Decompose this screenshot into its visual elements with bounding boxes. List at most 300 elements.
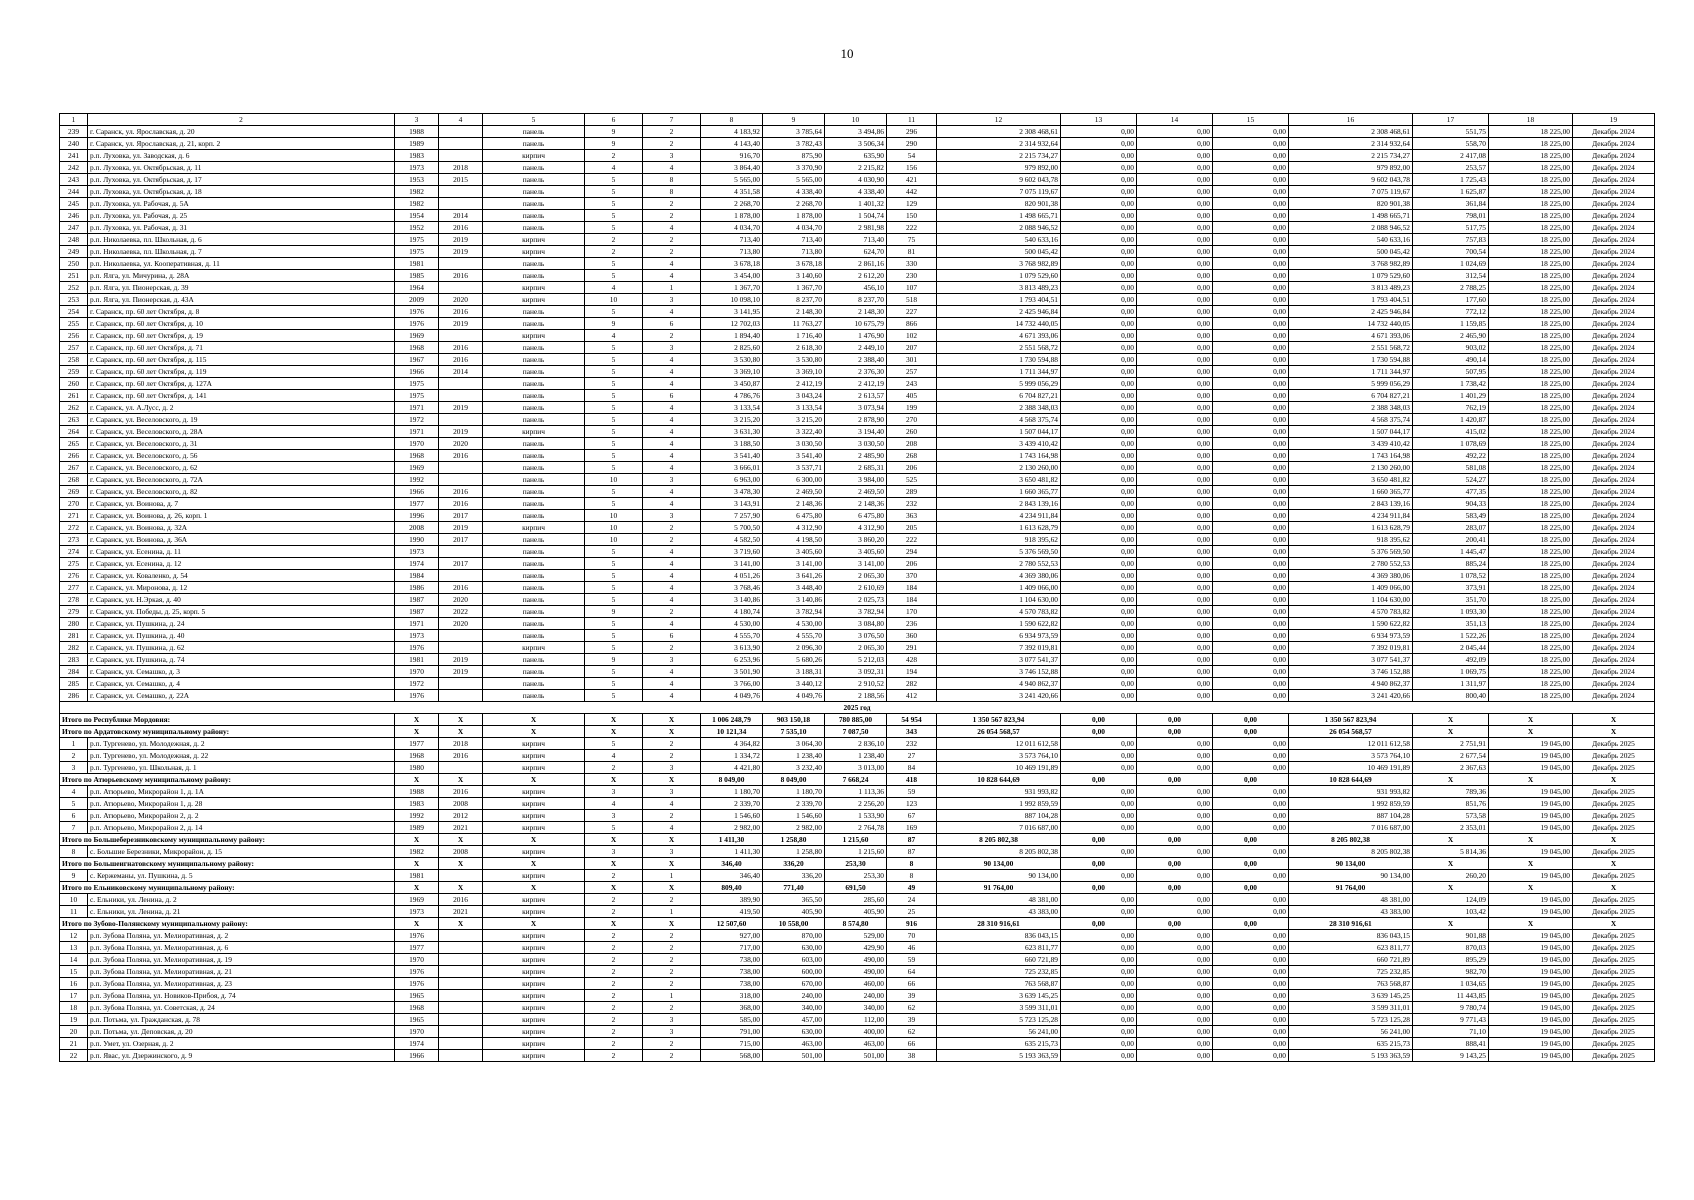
table-cell: 0,00 bbox=[1061, 342, 1137, 354]
table-cell: 2 613,57 bbox=[825, 390, 887, 402]
table-cell: 0,00 bbox=[1213, 990, 1289, 1002]
table-cell: Декабрь 2025 bbox=[1573, 966, 1655, 978]
table-cell: 2019 bbox=[439, 402, 483, 414]
table-cell: 0,00 bbox=[1061, 558, 1137, 570]
table-cell: 3 bbox=[585, 846, 643, 858]
table-row bbox=[60, 582, 1655, 594]
table-cell: 2 314 932,64 bbox=[937, 138, 1061, 150]
table-cell: 0,00 bbox=[1061, 1038, 1137, 1050]
table-cell: 624,70 bbox=[825, 246, 887, 258]
table-row bbox=[60, 570, 1655, 582]
table-cell: 222 bbox=[887, 222, 937, 234]
table-cell: 1970 bbox=[395, 954, 439, 966]
table-cell: 21 bbox=[60, 1038, 88, 1050]
table-cell bbox=[439, 942, 483, 954]
table-cell: Декабрь 2025 bbox=[1573, 1026, 1655, 1038]
table-cell: 5 bbox=[585, 366, 643, 378]
table-cell: 1976 bbox=[395, 966, 439, 978]
address-cell: р.п. Умет, ул. Озерная, д. 2 bbox=[88, 1038, 395, 1050]
table-cell: 1974 bbox=[395, 558, 439, 570]
table-cell: 18 225,00 bbox=[1489, 318, 1573, 330]
table-cell: 5 bbox=[585, 174, 643, 186]
table-cell: 1 590 622,82 bbox=[1289, 618, 1413, 630]
table-cell: 24 bbox=[887, 894, 937, 906]
subtotal-label: Итого по Республике Мордовия: bbox=[60, 714, 395, 726]
table-cell: 2019 bbox=[439, 234, 483, 246]
table-cell: 5 bbox=[585, 666, 643, 678]
table-cell: 0,00 bbox=[1137, 186, 1213, 198]
table-cell: кирпич bbox=[483, 246, 585, 258]
table-cell: 540 633,16 bbox=[1289, 234, 1413, 246]
table-cell: 3 092,31 bbox=[825, 666, 887, 678]
column-header: 18 bbox=[1489, 114, 1573, 126]
table-cell: 276 bbox=[60, 570, 88, 582]
table-cell: 1 334,72 bbox=[701, 750, 763, 762]
table-row bbox=[60, 1050, 1655, 1062]
table-cell: 12 bbox=[60, 930, 88, 942]
table-cell: 274 bbox=[60, 546, 88, 558]
subtotal-cell: 10 121,34 bbox=[701, 726, 763, 738]
table-row bbox=[60, 894, 1655, 906]
table-cell: 0,00 bbox=[1061, 666, 1137, 678]
table-cell: 887 104,28 bbox=[1289, 810, 1413, 822]
table-cell: 1 625,87 bbox=[1413, 186, 1489, 198]
table-cell: 2016 bbox=[439, 450, 483, 462]
table-cell: 3 864,40 bbox=[701, 162, 763, 174]
table-cell: 277 bbox=[60, 582, 88, 594]
table-cell: 87 bbox=[887, 846, 937, 858]
table-cell: 0,00 bbox=[1213, 426, 1289, 438]
table-cell: 0,00 bbox=[1061, 378, 1137, 390]
column-header: 15 bbox=[1213, 114, 1289, 126]
table-cell: 0,00 bbox=[1061, 786, 1137, 798]
table-cell: 2016 bbox=[439, 306, 483, 318]
table-cell: 260 bbox=[887, 426, 937, 438]
table-cell: 2 bbox=[643, 930, 701, 942]
table-cell: 368,00 bbox=[701, 1002, 763, 1014]
table-cell: Декабрь 2024 bbox=[1573, 378, 1655, 390]
table-cell: 1 725,43 bbox=[1413, 174, 1489, 186]
table-cell: 275 bbox=[60, 558, 88, 570]
table-cell: 2 861,16 bbox=[825, 258, 887, 270]
table-cell: 3 188,50 bbox=[701, 438, 763, 450]
table-cell: 1 613 628,79 bbox=[937, 522, 1061, 534]
table-cell: 1 411,30 bbox=[701, 846, 763, 858]
table-cell: 3 133,54 bbox=[701, 402, 763, 414]
table-cell: 2016 bbox=[439, 354, 483, 366]
table-cell: 6 704 827,21 bbox=[937, 390, 1061, 402]
table-cell: 5 bbox=[585, 738, 643, 750]
table-cell: 4 bbox=[585, 282, 643, 294]
table-cell: 282 bbox=[60, 642, 88, 654]
address-cell: р.п. Тургенево, ул. Молодежная, д. 2 bbox=[88, 738, 395, 750]
table-cell: 4 bbox=[643, 270, 701, 282]
table-cell: 1976 bbox=[395, 642, 439, 654]
table-cell: Декабрь 2024 bbox=[1573, 630, 1655, 642]
table-cell: 0,00 bbox=[1213, 762, 1289, 774]
table-cell: 0,00 bbox=[1213, 666, 1289, 678]
table-cell: 2019 bbox=[439, 522, 483, 534]
table-cell: 3 537,71 bbox=[763, 462, 825, 474]
subtotal-cell: X bbox=[483, 858, 585, 870]
address-cell: с. Ельники, ул. Ленина, д. 21 bbox=[88, 906, 395, 918]
table-cell: 1996 bbox=[395, 510, 439, 522]
table-cell bbox=[439, 330, 483, 342]
table-cell: 1 420,87 bbox=[1413, 414, 1489, 426]
table-cell: 3 141,00 bbox=[701, 558, 763, 570]
table-cell: 3 073,94 bbox=[825, 402, 887, 414]
table-cell: 0,00 bbox=[1213, 546, 1289, 558]
table-cell: 1987 bbox=[395, 594, 439, 606]
table-cell: 492,22 bbox=[1413, 450, 1489, 462]
table-cell: 5 bbox=[585, 486, 643, 498]
table-cell: 18 225,00 bbox=[1489, 582, 1573, 594]
table-cell: 3 bbox=[643, 474, 701, 486]
subtotal-cell: X bbox=[1413, 726, 1489, 738]
table-cell: 1989 bbox=[395, 822, 439, 834]
table-cell: 1971 bbox=[395, 402, 439, 414]
subtotal-cell: 1 006 248,79 bbox=[701, 714, 763, 726]
address-cell: р.п. Ялга, ул. Пионерская, д. 39 bbox=[88, 282, 395, 294]
table-row bbox=[60, 666, 1655, 678]
table-cell: Декабрь 2024 bbox=[1573, 222, 1655, 234]
table-cell: 4 786,76 bbox=[701, 390, 763, 402]
table-cell: 43 383,00 bbox=[937, 906, 1061, 918]
table-cell: 3 440,12 bbox=[763, 678, 825, 690]
table-cell: 6 475,80 bbox=[763, 510, 825, 522]
table-cell: 757,83 bbox=[1413, 234, 1489, 246]
table-cell: 8 bbox=[60, 846, 88, 858]
table-cell: 0,00 bbox=[1061, 690, 1137, 702]
table-cell: 4 bbox=[643, 402, 701, 414]
table-cell: 103,42 bbox=[1413, 906, 1489, 918]
table-cell: 3 439 410,42 bbox=[937, 438, 1061, 450]
table-cell: 0,00 bbox=[1213, 630, 1289, 642]
subtotal-cell: 26 054 568,57 bbox=[937, 726, 1061, 738]
table-cell: 2 308 468,61 bbox=[937, 126, 1061, 138]
table-cell: 330 bbox=[887, 258, 937, 270]
table-cell: 1 660 365,77 bbox=[1289, 486, 1413, 498]
address-cell: р.п. Николаевка, ул. Кооперативная, д. 11 bbox=[88, 258, 395, 270]
table-cell: Декабрь 2024 bbox=[1573, 522, 1655, 534]
table-cell: 2 610,69 bbox=[825, 582, 887, 594]
table-cell: 0,00 bbox=[1061, 246, 1137, 258]
address-cell: г. Саранск, пр. 60 лет Октября, д. 8 bbox=[88, 306, 395, 318]
table-cell: Декабрь 2024 bbox=[1573, 294, 1655, 306]
table-cell: 0,00 bbox=[1137, 762, 1213, 774]
table-cell: 5 bbox=[585, 582, 643, 594]
subtotal-cell: 346,40 bbox=[701, 858, 763, 870]
table-cell: 1 894,40 bbox=[701, 330, 763, 342]
subtotal-cell: 0,00 bbox=[1213, 882, 1289, 894]
subtotal-cell: 0,00 bbox=[1137, 714, 1213, 726]
table-cell: 1968 bbox=[395, 450, 439, 462]
table-cell: 0,00 bbox=[1061, 642, 1137, 654]
table-cell: 3 641,26 bbox=[763, 570, 825, 582]
subtotal-cell: X bbox=[439, 834, 483, 846]
table-cell: 3 541,40 bbox=[763, 450, 825, 462]
table-cell: 1 024,69 bbox=[1413, 258, 1489, 270]
table-cell: 0,00 bbox=[1213, 846, 1289, 858]
table-cell: 66 bbox=[887, 978, 937, 990]
table-cell: 4 bbox=[643, 438, 701, 450]
table-cell: 2 388 348,03 bbox=[937, 402, 1061, 414]
table-cell: 713,40 bbox=[825, 234, 887, 246]
table-cell: 241 bbox=[60, 150, 88, 162]
table-cell bbox=[439, 414, 483, 426]
subtotal-label: Итого по Зубово-Полянскому муниципальному району: bbox=[60, 918, 395, 930]
table-cell: 170 bbox=[887, 606, 937, 618]
table-cell: 240,00 bbox=[825, 990, 887, 1002]
table-cell: 4 bbox=[585, 330, 643, 342]
table-cell: 6 bbox=[643, 390, 701, 402]
table-cell: кирпич bbox=[483, 762, 585, 774]
subtotal-cell: X bbox=[585, 918, 643, 930]
table-cell: 0,00 bbox=[1137, 150, 1213, 162]
subtotal-cell: X bbox=[1413, 918, 1489, 930]
table-cell: 851,76 bbox=[1413, 798, 1489, 810]
table-cell: 3 454,00 bbox=[701, 270, 763, 282]
table-row bbox=[60, 330, 1655, 342]
table-cell: 4 582,50 bbox=[701, 534, 763, 546]
subtotal-cell: 1 350 567 823,94 bbox=[1289, 714, 1413, 726]
table-cell: 0,00 bbox=[1213, 522, 1289, 534]
table-cell: 0,00 bbox=[1061, 966, 1137, 978]
subtotal-cell: X bbox=[1489, 882, 1573, 894]
table-cell: 2 215,82 bbox=[825, 162, 887, 174]
table-cell: 0,00 bbox=[1061, 930, 1137, 942]
table-cell: 3 141,00 bbox=[763, 558, 825, 570]
table-cell bbox=[439, 474, 483, 486]
table-cell: 2 148,30 bbox=[763, 306, 825, 318]
table-cell: 0,00 bbox=[1213, 150, 1289, 162]
table-cell: 2 bbox=[585, 234, 643, 246]
table-cell: 2 bbox=[643, 810, 701, 822]
table-cell: 603,00 bbox=[763, 954, 825, 966]
table-cell: 1985 bbox=[395, 270, 439, 282]
table-cell: 1977 bbox=[395, 942, 439, 954]
table-cell: 2016 bbox=[439, 582, 483, 594]
table-cell: 507,95 bbox=[1413, 366, 1489, 378]
table-cell: 4 555,70 bbox=[701, 630, 763, 642]
table-cell: 715,00 bbox=[701, 1038, 763, 1050]
table-cell: 247 bbox=[60, 222, 88, 234]
table-cell: 184 bbox=[887, 582, 937, 594]
table-cell: 18 225,00 bbox=[1489, 642, 1573, 654]
table-cell: 0,00 bbox=[1213, 162, 1289, 174]
table-cell: 0,00 bbox=[1213, 186, 1289, 198]
subtotal-cell: X bbox=[395, 714, 439, 726]
table-row bbox=[60, 954, 1655, 966]
table-cell: 412 bbox=[887, 690, 937, 702]
table-cell: 9 bbox=[585, 138, 643, 150]
table-cell: 7 075 119,67 bbox=[937, 186, 1061, 198]
table-row bbox=[60, 810, 1655, 822]
table-cell: панель bbox=[483, 630, 585, 642]
table-cell: 2 bbox=[585, 150, 643, 162]
table-cell: 0,00 bbox=[1061, 210, 1137, 222]
column-header: 5 bbox=[483, 114, 585, 126]
table-cell: 67 bbox=[887, 810, 937, 822]
table-cell: Декабрь 2025 bbox=[1573, 798, 1655, 810]
table-cell: 1974 bbox=[395, 1038, 439, 1050]
table-cell: 2 bbox=[643, 942, 701, 954]
table-cell: 0,00 bbox=[1137, 234, 1213, 246]
table-cell: 1988 bbox=[395, 786, 439, 798]
table-cell: 490,00 bbox=[825, 966, 887, 978]
table-cell: 56 241,00 bbox=[937, 1026, 1061, 1038]
table-cell: панель bbox=[483, 462, 585, 474]
table-cell bbox=[439, 126, 483, 138]
table-cell: 296 bbox=[887, 126, 937, 138]
table-cell: 1982 bbox=[395, 846, 439, 858]
table-cell: 59 bbox=[887, 786, 937, 798]
table-cell: 5 723 125,28 bbox=[1289, 1014, 1413, 1026]
table-cell: 0,00 bbox=[1137, 570, 1213, 582]
table-cell: 4 568 375,74 bbox=[1289, 414, 1413, 426]
table-cell: 888,41 bbox=[1413, 1038, 1489, 1050]
subtotal-cell: X bbox=[439, 918, 483, 930]
table-cell: 0,00 bbox=[1213, 342, 1289, 354]
table-cell: 0,00 bbox=[1213, 138, 1289, 150]
table-cell: 3 043,24 bbox=[763, 390, 825, 402]
subtotal-cell: 336,20 bbox=[763, 858, 825, 870]
table-cell: 457,00 bbox=[763, 1014, 825, 1026]
address-cell: г. Саранск, ул. Воинова, д. 32А bbox=[88, 522, 395, 534]
column-header: 12 bbox=[937, 114, 1061, 126]
table-cell: 0,00 bbox=[1137, 642, 1213, 654]
table-cell bbox=[439, 870, 483, 882]
table-row bbox=[60, 198, 1655, 210]
table-cell: 18 225,00 bbox=[1489, 378, 1573, 390]
table-cell: кирпич bbox=[483, 990, 585, 1002]
table-cell: 3 bbox=[643, 654, 701, 666]
table-row bbox=[60, 846, 1655, 858]
address-cell: р.п. Зубова Поляна, ул. Новиков-Прибоя, д. 74 bbox=[88, 990, 395, 1002]
table-cell: 18 225,00 bbox=[1489, 390, 1573, 402]
table-cell: 2022 bbox=[439, 606, 483, 618]
table-cell: 5 bbox=[585, 426, 643, 438]
table-cell: 46 bbox=[887, 942, 937, 954]
table-cell: 3 530,80 bbox=[763, 354, 825, 366]
table-cell: 0,00 bbox=[1137, 222, 1213, 234]
table-cell: 7 bbox=[60, 822, 88, 834]
table-cell: 2 215 734,27 bbox=[937, 150, 1061, 162]
table-cell: 253,30 bbox=[825, 870, 887, 882]
table-cell: 4 bbox=[643, 498, 701, 510]
table-cell: 2 376,30 bbox=[825, 366, 887, 378]
table-row bbox=[60, 426, 1655, 438]
address-cell: р.п. Атюрьево, Микрорайон 2, д. 2 bbox=[88, 810, 395, 822]
table-cell: 0,00 bbox=[1213, 474, 1289, 486]
table-cell: 281 bbox=[60, 630, 88, 642]
table-cell: Декабрь 2024 bbox=[1573, 618, 1655, 630]
table-cell: 4 bbox=[585, 750, 643, 762]
table-cell: 0,00 bbox=[1213, 798, 1289, 810]
table-cell: 0,00 bbox=[1061, 186, 1137, 198]
table-cell: 1 367,70 bbox=[701, 282, 763, 294]
table-cell: 81 bbox=[887, 246, 937, 258]
table-cell: 62 bbox=[887, 1026, 937, 1038]
table-cell: 2 bbox=[585, 978, 643, 990]
table-cell: 2 130 260,00 bbox=[937, 462, 1061, 474]
table-cell bbox=[439, 378, 483, 390]
table-cell: 789,36 bbox=[1413, 786, 1489, 798]
table-cell: 5 bbox=[585, 306, 643, 318]
subtotal-cell: X bbox=[585, 834, 643, 846]
table-cell: 2 bbox=[585, 942, 643, 954]
subtotal-cell: 10 558,00 bbox=[763, 918, 825, 930]
table-cell: 901,88 bbox=[1413, 930, 1489, 942]
table-cell: 71,10 bbox=[1413, 1026, 1489, 1038]
table-cell: 25 bbox=[887, 906, 937, 918]
table-cell: 0,00 bbox=[1061, 366, 1137, 378]
table-cell: 1970 bbox=[395, 666, 439, 678]
table-row bbox=[60, 294, 1655, 306]
table-cell: 3 785,64 bbox=[763, 126, 825, 138]
subtotal-cell: X bbox=[1413, 714, 1489, 726]
subtotal-cell: 0,00 bbox=[1213, 714, 1289, 726]
table-cell: 0,00 bbox=[1061, 462, 1137, 474]
table-cell: 1973 bbox=[395, 906, 439, 918]
table-cell: 19 045,00 bbox=[1489, 954, 1573, 966]
table-row bbox=[60, 378, 1655, 390]
table-cell: 2 836,10 bbox=[825, 738, 887, 750]
table-cell: 0,00 bbox=[1213, 258, 1289, 270]
table-cell: 262 bbox=[60, 402, 88, 414]
table-cell: 0,00 bbox=[1061, 810, 1137, 822]
table-cell: 280 bbox=[60, 618, 88, 630]
table-cell bbox=[439, 690, 483, 702]
table-cell: 0,00 bbox=[1213, 870, 1289, 882]
table-cell: 3 768 982,89 bbox=[1289, 258, 1413, 270]
address-cell: р.п. Потьма, ул. Гражданская, д. 78 bbox=[88, 1014, 395, 1026]
table-cell: Декабрь 2024 bbox=[1573, 654, 1655, 666]
table-cell: 259 bbox=[60, 366, 88, 378]
subtotal-cell: X bbox=[483, 882, 585, 894]
table-cell: Декабрь 2024 bbox=[1573, 450, 1655, 462]
subtotal-label: Итого по Большеберезниковскому муниципальному району: bbox=[60, 834, 395, 846]
table-cell: 7 075 119,67 bbox=[1289, 186, 1413, 198]
table-cell: 290 bbox=[887, 138, 937, 150]
table-cell: Декабрь 2025 bbox=[1573, 750, 1655, 762]
table-cell: 4 312,90 bbox=[825, 522, 887, 534]
table-cell: 5 bbox=[585, 222, 643, 234]
table-cell: 4 bbox=[643, 414, 701, 426]
table-cell: Декабрь 2025 bbox=[1573, 942, 1655, 954]
table-cell bbox=[439, 990, 483, 1002]
table-cell: 6 475,80 bbox=[825, 510, 887, 522]
table-cell: 3 478,30 bbox=[701, 486, 763, 498]
table-cell: панель bbox=[483, 198, 585, 210]
table-cell: 10 098,10 bbox=[701, 294, 763, 306]
table-cell: панель bbox=[483, 126, 585, 138]
address-cell: г. Саранск, ул. Пушкина, д. 62 bbox=[88, 642, 395, 654]
table-cell: 18 225,00 bbox=[1489, 354, 1573, 366]
table-cell: 4 421,80 bbox=[701, 762, 763, 774]
table-cell: 0,00 bbox=[1137, 978, 1213, 990]
table-cell: 2 bbox=[643, 1050, 701, 1062]
table-cell: 2 bbox=[585, 954, 643, 966]
table-row bbox=[60, 1038, 1655, 1050]
column-header: 10 bbox=[825, 114, 887, 126]
table-cell: 0,00 bbox=[1137, 378, 1213, 390]
table-cell: 0,00 bbox=[1061, 618, 1137, 630]
table-cell: 0,00 bbox=[1061, 978, 1137, 990]
table-cell: 3 450,87 bbox=[701, 378, 763, 390]
table-cell: 415,02 bbox=[1413, 426, 1489, 438]
table-cell: 927,00 bbox=[701, 930, 763, 942]
